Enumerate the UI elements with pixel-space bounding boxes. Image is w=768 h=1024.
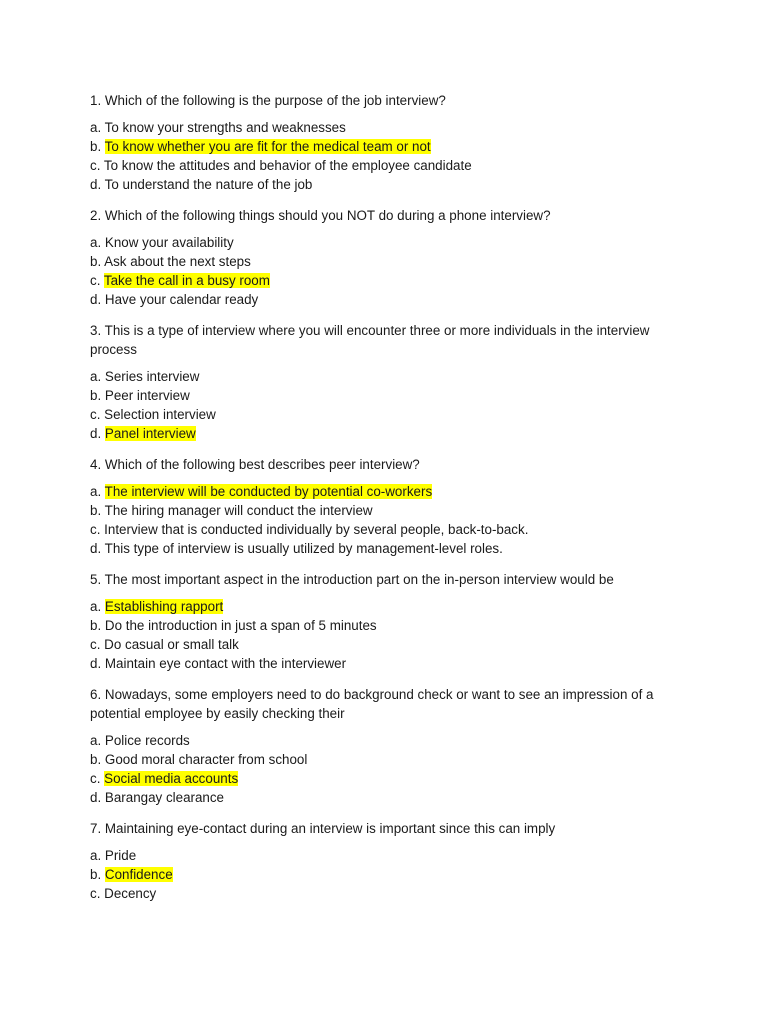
question-text (90, 91, 690, 110)
question-spacer (90, 673, 690, 685)
answer-option (90, 137, 690, 156)
answer-options (90, 597, 690, 673)
question-prompt: The most important aspect in the introduction part on the in-person interview would be (104, 572, 614, 587)
answer-option (90, 271, 690, 290)
option-letter: c. (90, 158, 101, 173)
highlighted-answer: Take the call in a busy room (103, 273, 270, 288)
question-spacer (90, 558, 690, 570)
answer-option (90, 731, 690, 750)
highlighted-answer: Social media accounts (104, 771, 239, 786)
option-text: Interview that is conducted individually by several people, back-to-back. (104, 522, 529, 537)
highlighted-answer: Confidence (104, 867, 173, 882)
option-letter: c. (90, 771, 101, 786)
question-4 (90, 455, 690, 570)
option-text: Peer interview (104, 388, 190, 403)
answer-options (90, 846, 690, 903)
option-letter: c. (90, 637, 101, 652)
highlighted-answer: To know whether you are fit for the medical team or not (104, 139, 431, 154)
option-text: Good moral character from school (104, 752, 308, 767)
answer-option (90, 482, 690, 501)
question-spacer (90, 194, 690, 206)
question-1 (90, 91, 690, 206)
answer-option (90, 175, 690, 194)
answer-option (90, 118, 690, 137)
option-letter: b. (90, 752, 102, 767)
option-text: Know your availability (104, 235, 234, 250)
option-text: Have your calendar ready (104, 292, 259, 307)
question-spacer (90, 309, 690, 321)
option-letter: a. (90, 599, 102, 614)
answer-option (90, 520, 690, 539)
answer-option (90, 290, 690, 309)
question-7 (90, 819, 690, 903)
option-text: Police records (104, 733, 190, 748)
answer-option (90, 769, 690, 788)
option-letter: c. (90, 522, 101, 537)
document-page (90, 91, 690, 903)
option-text: Selection interview (104, 407, 216, 422)
question-6 (90, 685, 690, 819)
question-number: 1. (90, 93, 102, 108)
option-letter: b. (90, 503, 102, 518)
option-letter: b. (90, 867, 102, 882)
question-number: 2. (90, 208, 102, 223)
option-text: The hiring manager will conduct the interview (104, 503, 373, 518)
answer-option (90, 367, 690, 386)
option-text: Maintain eye contact with the interviewer (104, 656, 347, 671)
answer-option (90, 788, 690, 807)
answer-option (90, 750, 690, 769)
question-prompt: This is a type of interview where you will encounter three or more individuals in the interview process (90, 323, 650, 357)
answer-option (90, 616, 690, 635)
question-2 (90, 206, 690, 321)
question-spacer (90, 807, 690, 819)
answer-option (90, 654, 690, 673)
question-prompt: Which of the following is the purpose of the job interview? (104, 93, 446, 108)
option-letter: d. (90, 656, 102, 671)
highlighted-answer: Panel interview (104, 426, 196, 441)
option-letter: b. (90, 618, 102, 633)
option-letter: a. (90, 235, 102, 250)
question-text (90, 206, 690, 225)
option-letter: c. (90, 273, 101, 288)
option-text: Do the introduction in just a span of 5 minutes (104, 618, 377, 633)
answer-options (90, 482, 690, 558)
option-letter: a. (90, 120, 102, 135)
answer-options (90, 731, 690, 807)
option-letter: a. (90, 369, 102, 384)
question-number: 4. (90, 457, 102, 472)
option-letter: a. (90, 848, 102, 863)
question-number: 3. (90, 323, 102, 338)
answer-option (90, 846, 690, 865)
question-text (90, 819, 690, 838)
question-5 (90, 570, 690, 685)
option-letter: d. (90, 426, 102, 441)
answer-option (90, 597, 690, 616)
answer-option (90, 233, 690, 252)
answer-option (90, 252, 690, 271)
question-text (90, 321, 690, 359)
option-letter: d. (90, 790, 102, 805)
option-letter: c. (90, 886, 101, 901)
question-3 (90, 321, 690, 455)
question-number: 7. (90, 821, 102, 836)
option-text: To understand the nature of the job (104, 177, 313, 192)
answer-option (90, 405, 690, 424)
question-number: 6. (90, 687, 102, 702)
answer-option (90, 884, 690, 903)
question-prompt: Which of the following things should you NOT do during a phone interview? (104, 208, 551, 223)
highlighted-answer: The interview will be conducted by potential co-workers (104, 484, 433, 499)
answer-options (90, 118, 690, 194)
option-letter: c. (90, 407, 101, 422)
option-text: To know your strengths and weaknesses (104, 120, 346, 135)
question-prompt: Which of the following best describes peer interview? (104, 457, 420, 472)
answer-option (90, 156, 690, 175)
question-text (90, 685, 690, 723)
answer-option (90, 501, 690, 520)
option-letter: b. (90, 139, 102, 154)
option-text: Ask about the next steps (104, 254, 251, 269)
question-prompt: Maintaining eye-contact during an interview is important since this can imply (104, 821, 556, 836)
option-letter: b. (90, 388, 102, 403)
question-text (90, 570, 690, 589)
option-text: To know the attitudes and behavior of the employee candidate (103, 158, 472, 173)
answer-option (90, 386, 690, 405)
answer-option (90, 865, 690, 884)
answer-option (90, 424, 690, 443)
question-number: 5. (90, 572, 102, 587)
answer-options (90, 367, 690, 443)
option-text: Barangay clearance (104, 790, 225, 805)
question-list (90, 91, 690, 903)
option-text: Do casual or small talk (104, 637, 239, 652)
highlighted-answer: Establishing rapport (104, 599, 224, 614)
answer-options (90, 233, 690, 309)
option-letter: b. (90, 254, 102, 269)
option-letter: a. (90, 733, 102, 748)
question-spacer (90, 443, 690, 455)
option-letter: d. (90, 177, 102, 192)
option-text: Pride (104, 848, 137, 863)
answer-option (90, 635, 690, 654)
answer-option (90, 539, 690, 558)
option-text: Series interview (104, 369, 200, 384)
option-letter: d. (90, 541, 102, 556)
question-text (90, 455, 690, 474)
question-prompt: Nowadays, some employers need to do background check or want to see an impression of a potential employee by easily checking their (90, 687, 654, 721)
option-text: Decency (104, 886, 157, 901)
option-letter: a. (90, 484, 102, 499)
option-text: This type of interview is usually utilized by management-level roles. (104, 541, 503, 556)
option-letter: d. (90, 292, 102, 307)
